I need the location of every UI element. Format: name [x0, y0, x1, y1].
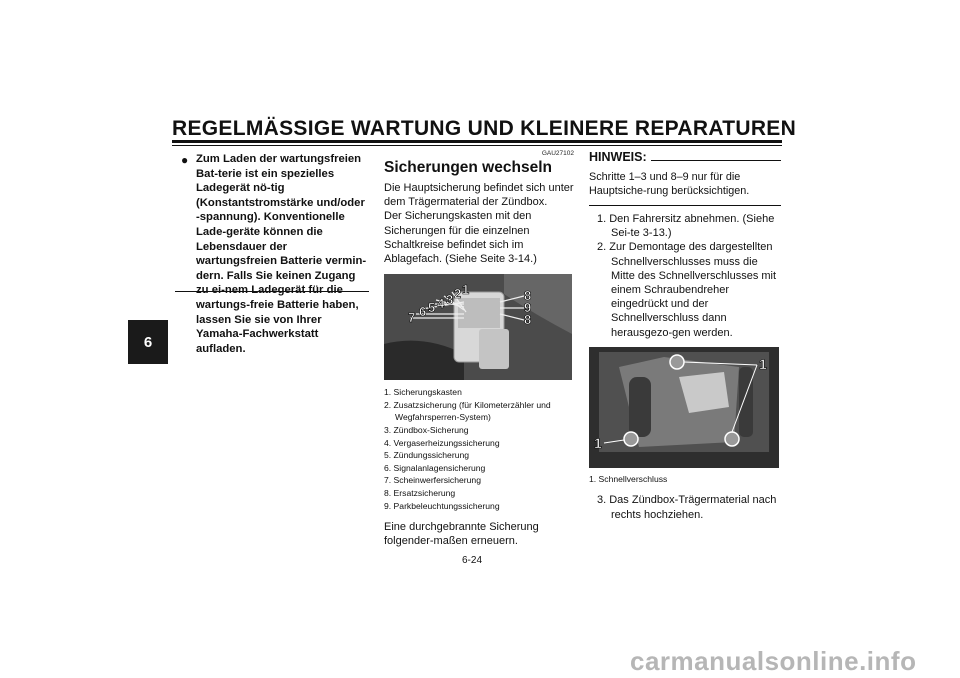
- fastener-legend: 1. Schnellverschluss: [589, 473, 668, 484]
- step-item: 2. Zur Demontage des dargestellten Schnellverschlusses muss die Mitte des Schnellverschlusses mit einem Schraubendreher eingedrückt und der Schnellverschluss dann herausgezo-gen werden.: [597, 241, 777, 339]
- legend-item: 8. Ersatzsicherung: [384, 487, 456, 498]
- callout-5: 5: [428, 300, 436, 316]
- page-title: REGELMÄSSIGE WARTUNG UND KLEINERE REPARATUREN: [172, 117, 797, 140]
- hinweis-title-rule: [651, 160, 781, 161]
- quick-fastener-photo: [589, 347, 779, 468]
- fuse-legend: [384, 386, 574, 512]
- callout-8b: 8: [524, 312, 532, 328]
- legend-item: 4. Vergaserheizungssicherung: [384, 437, 500, 448]
- warning-note: [178, 152, 368, 356]
- legend-item: 2. Zusatzsicherung (für Kilometerzähler und Wegfahrsperren-System): [384, 399, 551, 423]
- outro-paragraph: Eine durchgebrannte Sicherung folgender-maßen erneuern.: [384, 521, 539, 548]
- legend-item: 1. Sicherungskasten: [384, 387, 462, 398]
- warning-column: [178, 152, 368, 356]
- callout-1-right: 1: [759, 355, 767, 372]
- header-rule: [172, 140, 782, 143]
- watermark: carmanualsonline.info: [630, 646, 917, 676]
- section-heading: Sicherungen wechseln: [384, 159, 552, 176]
- quick-fastener-illustration: [589, 347, 779, 468]
- step-item: 3. Das Zündbox-Trägermaterial nach rechts hochziehen.: [597, 494, 777, 521]
- legend-item: 9. Parkbeleuchtungssicherung: [384, 500, 500, 511]
- warning-text: Zum Laden der wartungsfreien Bat-terie ist ein spezielles Ladegerät nö-tig (Konstantstromstärke und/oder -spannung). Konventionelle Lade-geräte können die Lebensdauer der wartungsfreien Batterie vermin-dern. Falls Sie keinen Zugang wartungs-freie Batterie haben, lassen Sie sie von Ihrer Yamaha-Fachwerkstatt aufladen.: [196, 153, 367, 355]
- callout-1-left: 1: [594, 434, 602, 451]
- callout-8a: 8: [524, 288, 532, 304]
- callout-2: 2: [454, 286, 462, 302]
- fuse-box-illustration: [384, 274, 572, 380]
- intro-paragraph-2: Der Sicherungskasten mit den Sicherungen für die einzelnen Schaltkreise befindet sich im Ablagefach. (Siehe Seite 3-14.): [384, 210, 537, 266]
- fuse-column: [384, 150, 574, 549]
- legend-item: 5. Zündungssicherung: [384, 450, 470, 461]
- warning-rule: [175, 291, 369, 292]
- bullet-icon: ●: [181, 153, 189, 167]
- callout-3: 3: [446, 292, 454, 308]
- step-item: 1. Den Fahrersitz abnehmen. (Siehe Sei-te 3-13.): [597, 213, 775, 240]
- hinweis-heading: [589, 150, 781, 164]
- legend-item: 3. Zündbox-Sicherung: [384, 425, 469, 435]
- hinweis-rule: [589, 205, 781, 206]
- header-rule-thin: [172, 145, 782, 146]
- callout-4: 4: [437, 296, 445, 312]
- legend-item: 7. Scheinwerfersicherung: [384, 475, 481, 486]
- hinweis-title: HINWEIS:: [589, 150, 647, 164]
- steps-column: [589, 150, 781, 522]
- callout-7: 7: [408, 310, 416, 326]
- fuse-box-photo: [384, 274, 572, 380]
- legend-item: 6. Signalanlagensicherung: [384, 462, 486, 473]
- section-code: GAU27102: [541, 150, 574, 157]
- chapter-tab: 6: [128, 320, 168, 364]
- steps-list-continued: [589, 493, 781, 521]
- intro-paragraph-1: Die Hauptsicherung befindet sich unter dem Trägermaterial der Zündbox.: [384, 182, 574, 209]
- page-number: 6-24: [462, 555, 483, 566]
- callout-1: 1: [462, 282, 470, 298]
- hinweis-text: Schritte 1–3 und 8–9 nur für die Hauptsiche-rung berücksichtigen.: [589, 171, 750, 197]
- steps-list: [589, 212, 781, 340]
- callout-9: 9: [524, 300, 532, 316]
- callout-6: 6: [419, 304, 427, 320]
